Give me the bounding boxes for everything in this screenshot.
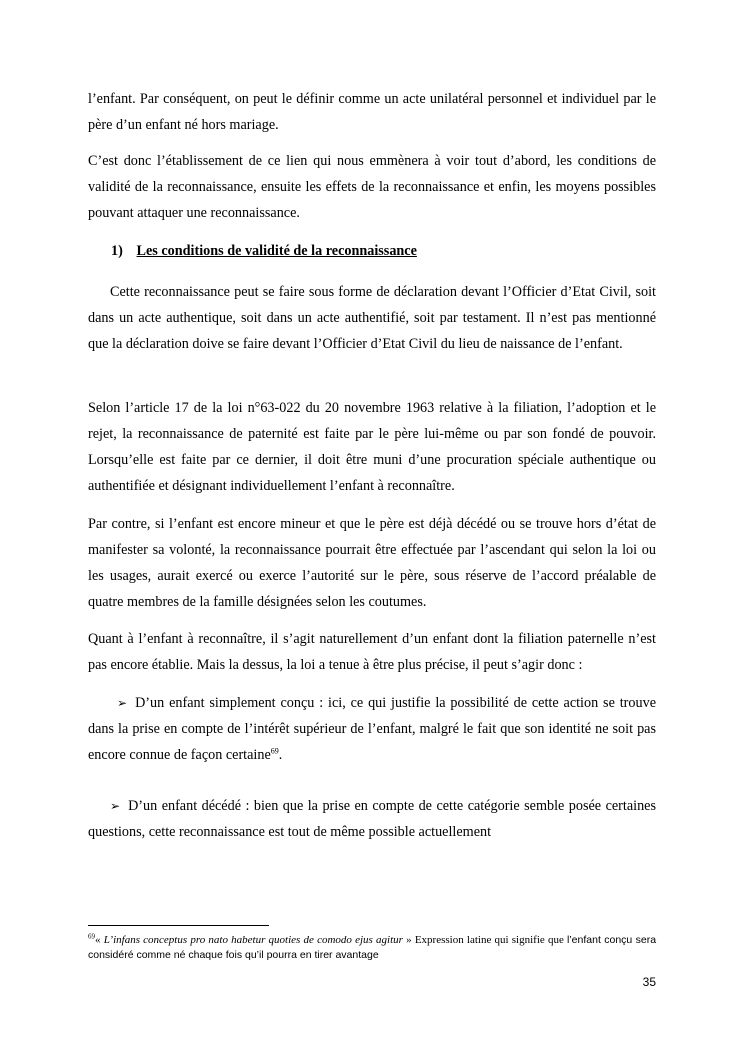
bullet-item-deceased-child	[88, 793, 656, 845]
paragraph-4: Selon l’article 17 de la loi n°63-022 du 20 novembre 1963 relative à la filiation, l’adoption et le rejet, la reconnaissance de paternité est faite par le père lui-même ou par son fondé de pouvoir. Lorsqu’elle est faite par ce dernier, il doit être muni d’une procuration spéciale authentique ou authentifiée et désignant individuellement l’enfant à reconnaître.	[88, 400, 656, 494]
footnote-open-quote: «	[95, 934, 104, 946]
footnote-explanation-b: l’enfant conçu sera considéré comme né chaque fois qu’il pourra en tirer avantage	[88, 934, 657, 961]
footnote-close-quote: »	[402, 934, 412, 946]
footnote	[88, 933, 656, 963]
page-number: 35	[642, 975, 656, 989]
arrow-bullet-icon: ➢	[117, 696, 128, 710]
section-number: 1)	[111, 243, 123, 259]
paragraph-1: l’enfant. Par conséquent, on peut le définir comme un acte unilatéral personnel et individuel par le père d’un enfant né hors mariage.	[88, 91, 656, 133]
bullet-item-conceived-child	[88, 690, 656, 768]
footnote-explanation-a: Expression latine qui signifie que	[411, 934, 568, 946]
paragraph-5: Par contre, si l’enfant est encore mineur et que le père est déjà décédé ou se trouve hors d’état de manifester sa volonté, la reconnaissance pourrait être effectuée par l’ascendant qui selon la loi ou les usages, aurait exercé ou exerce l’autorité sur le père, sous réserve de l’accord préalable de quatre membres de la famille désignées selon les coutumes.	[88, 516, 656, 610]
bullet-1-text: D’un enfant simplement conçu : ici, ce qui justifie la possibilité de cette action se trouve dans la prise en compte de l’intérêt supérieur de l’enfant, malgré le fait que son identité ne soit pas encore connue de façon certaine	[88, 695, 656, 763]
footnote-reference: 69	[270, 746, 279, 756]
section-title: Les conditions de validité de la reconnaissance	[136, 243, 417, 259]
arrow-bullet-icon: ➢	[110, 799, 121, 813]
footnote-number: 69	[88, 932, 95, 941]
bullet-1-end: .	[278, 747, 283, 763]
paragraph-2: C’est donc l’établissement de ce lien qui nous emmènera à voir tout d’abord, les conditions de validité de la reconnaissance, ensuite les effets de la reconnaissance et enfin, les moyens possibles pouvant attaquer une reconnaissance.	[88, 153, 656, 221]
footnote-latin-phrase: L’infans conceptus pro nato habetur quoties de comodo ejus agitur	[103, 934, 403, 946]
paragraph-6: Quant à l’enfant à reconnaître, il s’agit naturellement d’un enfant dont la filiation paternelle n’est pas encore établie. Mais la dessus, la loi a tenue à être plus précise, il peut s’agir donc :	[88, 631, 656, 673]
footnote-divider	[88, 925, 269, 926]
bullet-2-text: D’un enfant décédé : bien que la prise en compte de cette catégorie semble posée certaines questions, cette reconnaissance est tout de même possible actuellement	[88, 798, 656, 840]
section-heading	[111, 240, 417, 262]
paragraph-3: Cette reconnaissance peut se faire sous forme de déclaration devant l’Officier d’Etat Civil, soit dans un acte authentique, soit dans un acte authentifié, soit par testament. Il n’est pas mentionné que la déclaration doive se faire devant l’Officier d’Etat Civil du lieu de naissance de l’enfant.	[88, 284, 656, 352]
